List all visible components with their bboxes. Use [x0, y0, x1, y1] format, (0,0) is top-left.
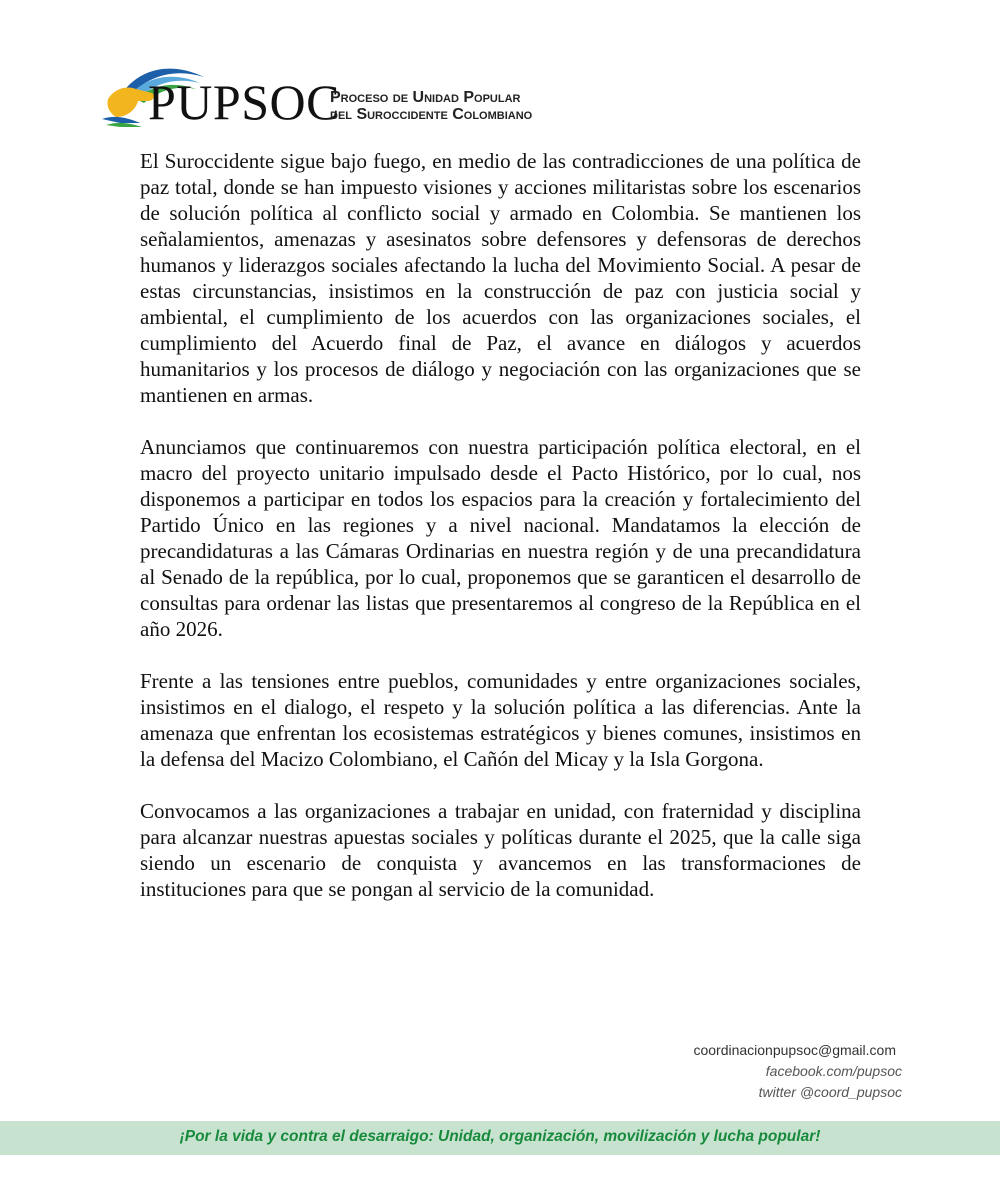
contact-email[interactable]: coordinacionpupsoc@gmail.com: [693, 1042, 896, 1058]
paragraph: Frente a las tensiones entre pueblos, comunidades y entre organizaciones sociales, insistimos en el dialogo, el respeto y la solución política a las diferencias. Ante la amenaza que enfrentan los ecosistemas estratégicos y bienes comunes, insistimos en la defensa del Macizo Colombiano, el Cañón del Micay y la Isla Gorgona.: [140, 669, 861, 771]
paragraph: Anunciamos que continuaremos con nuestra participación política electoral, en el macro del proyecto unitario impulsado desde el Pacto Histórico, por lo cual, nos disponemos a participar en todos los espacios para la creación y fortalecimiento del Partido Único en las regiones y a nivel nacional. Mandatamos la elección de precandidaturas a las Cámaras Ordinarias en nuestra región y de una precandidatura al Senado de la república, por lo cual, proponemos que se garanticen el desarrollo de consultas para ordenar las listas que presentaremos al congreso de la República en el año 2026.: [140, 435, 861, 641]
paragraph: El Suroccidente sigue bajo fuego, en medio de las contradicciones de una política de paz total, donde se han impuesto visiones y acciones militaristas sobre los escenarios de solución política al conflicto social y armado en Colombia. Se mantienen los señalamientos, amenazas y asesinatos sobre defensores y defensoras de derechos humanos y liderazgos sociales afectando la lucha del Movimiento Social. A pesar de estas circunstancias, insistimos en la construcción de paz con justicia social y ambiental, el cumplimiento de los acuerdos con las organizaciones sociales, el cumplimiento del Acuerdo final de Paz, el avance en diálogos y acuerdos humanitarios y los procesos de diálogo y negociación con las organizaciones que se mantienen en armas.: [140, 149, 861, 407]
organization-name-line-2: del Suroccidente Colombiano: [330, 106, 533, 123]
letterhead: [100, 55, 660, 135]
footer-band: [0, 1121, 1000, 1155]
organization-name: [330, 89, 532, 123]
contact-twitter[interactable]: twitter @coord_pupsoc: [758, 1084, 902, 1100]
contact-facebook[interactable]: facebook.com/pupsoc: [765, 1063, 902, 1079]
contact-block: [693, 1040, 902, 1103]
statement-body: [140, 148, 861, 928]
brand-wordmark: PUPSOC: [148, 74, 340, 130]
organization-name-line-1: Proceso de Unidad Popular: [330, 89, 521, 106]
footer-slogan: ¡Por la vida y contra el desarraigo: Unidad, organización, movilización y lucha popular!: [179, 1128, 821, 1145]
paragraph: Convocamos a las organizaciones a trabajar en unidad, con fraternidad y disciplina para alcanzar nuestras apuestas sociales y políticas durante el 2025, que la calle siga siendo un escenario de conquista y avancemos en las transformaciones de instituciones para que se pongan al servicio de la comunidad.: [140, 799, 861, 901]
